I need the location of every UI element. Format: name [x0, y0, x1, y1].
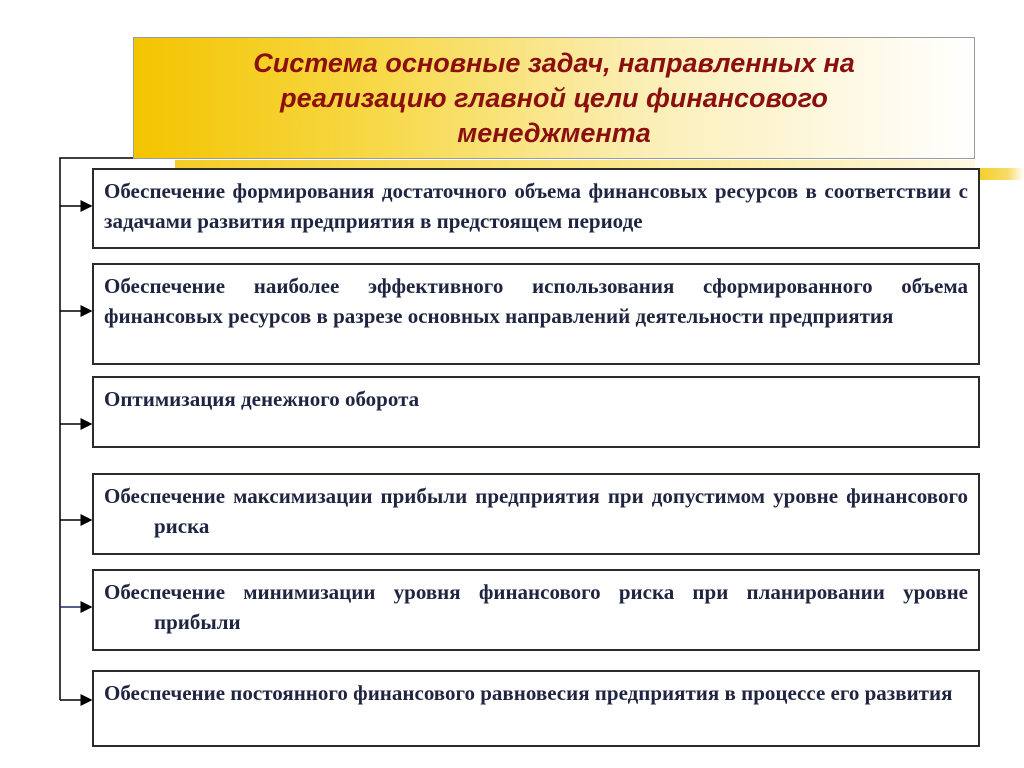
task-text-1: Обеспечение формирования достаточного объема финансовых ресурсов в соответствии с задачами развития предприятия в предстоящем периоде — [104, 179, 968, 233]
task-text-4: Обеспечение максимизации прибыли предприятия при допустимом уровне финансового риска — [104, 484, 968, 538]
task-box-4 — [92, 473, 980, 555]
task-text-2: Обеспечение наиболее эффективного использования сформированного объема финансовых ресурсов в разрезе основных направлений деятельности предприятия — [104, 274, 968, 328]
diagram-title: Система основные задач, направленных на реализацию главной цели финансового менеджмента — [253, 47, 855, 148]
task-box-6 — [92, 670, 980, 747]
task-text-3: Оптимизация денежного оборота — [104, 387, 420, 411]
task-box-1 — [92, 168, 980, 249]
task-box-5 — [92, 569, 980, 651]
task-box-2 — [92, 263, 980, 365]
task-text-5: Обеспечение минимизации уровня финансового риска при планировании уровне прибыли — [104, 580, 968, 634]
task-text-6: Обеспечение постоянного финансового равновесия предприятия в процессе его развития — [104, 681, 953, 705]
task-box-3 — [92, 376, 980, 448]
